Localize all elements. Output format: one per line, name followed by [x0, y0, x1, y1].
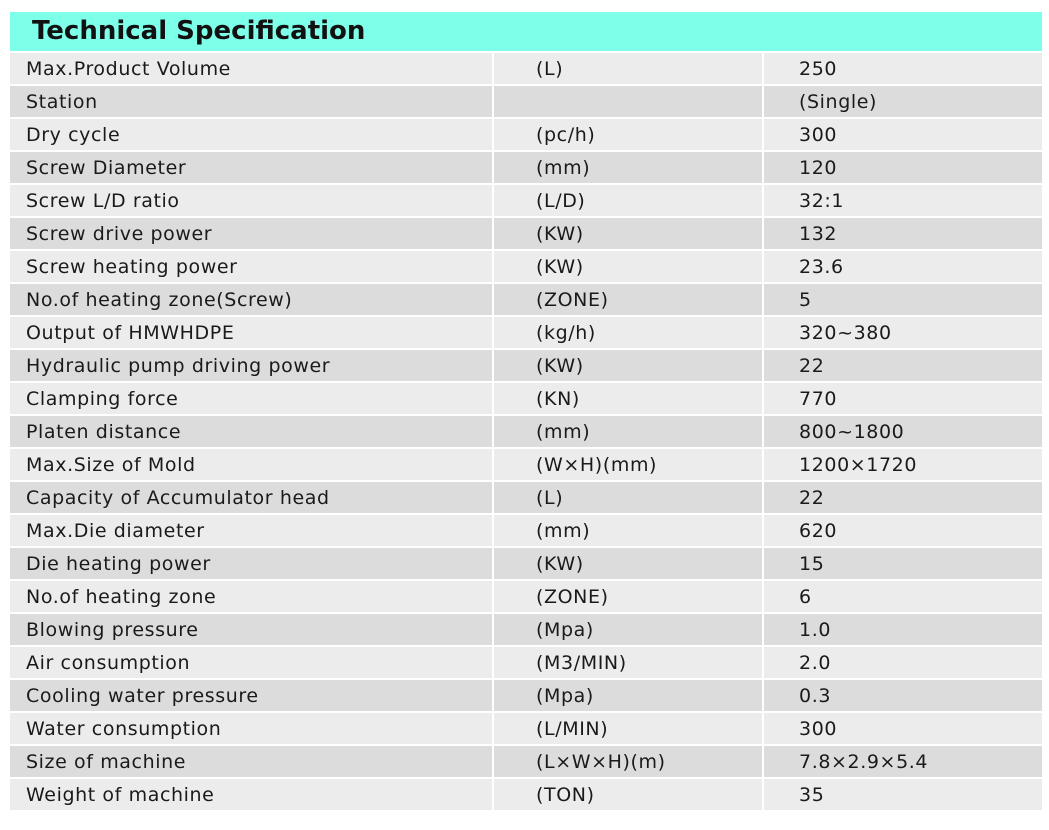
spec-name-cell: Platen distance	[10, 416, 494, 447]
spec-value-cell: 250	[764, 53, 1042, 84]
spec-value-cell: 6	[764, 581, 1042, 612]
spec-unit-cell: (TON)	[494, 779, 764, 810]
table-row	[10, 282, 1042, 315]
table-row	[10, 315, 1042, 348]
spec-unit-cell: (KN)	[494, 383, 764, 414]
spec-value-cell: 770	[764, 383, 1042, 414]
table-row	[10, 84, 1042, 117]
table-row	[10, 480, 1042, 513]
page-title: Technical Specification	[32, 16, 366, 46]
spec-value-cell: 132	[764, 218, 1042, 249]
spec-value-cell: 32:1	[764, 185, 1042, 216]
spec-value-cell: 300	[764, 713, 1042, 744]
table-row	[10, 348, 1042, 381]
table-row	[10, 183, 1042, 216]
spec-unit-cell: (mm)	[494, 515, 764, 546]
spec-name-cell: Weight of machine	[10, 779, 494, 810]
table-row	[10, 513, 1042, 546]
spec-unit-cell: (Mpa)	[494, 680, 764, 711]
spec-unit-cell: (L/MIN)	[494, 713, 764, 744]
spec-unit-cell: (W×H)(mm)	[494, 449, 764, 480]
spec-name-cell: Screw Diameter	[10, 152, 494, 183]
table-row	[10, 645, 1042, 678]
spec-unit-cell: (KW)	[494, 251, 764, 282]
spec-name-cell: Screw drive power	[10, 218, 494, 249]
spec-unit-cell: (ZONE)	[494, 581, 764, 612]
spec-value-cell: 35	[764, 779, 1042, 810]
table-row	[10, 744, 1042, 777]
spec-unit-cell: (pc/h)	[494, 119, 764, 150]
spec-unit-cell: (kg/h)	[494, 317, 764, 348]
spec-header	[10, 12, 1042, 51]
spec-value-cell: 2.0	[764, 647, 1042, 678]
table-row	[10, 414, 1042, 447]
spec-value-cell: 1200×1720	[764, 449, 1042, 480]
spec-name-cell: Clamping force	[10, 383, 494, 414]
spec-name-cell: Output of HMWHDPE	[10, 317, 494, 348]
spec-unit-cell: (KW)	[494, 218, 764, 249]
spec-unit-cell: (KW)	[494, 350, 764, 381]
spec-unit-cell: (mm)	[494, 416, 764, 447]
table-row	[10, 447, 1042, 480]
spec-unit-cell: (L)	[494, 53, 764, 84]
table-row	[10, 53, 1042, 84]
spec-name-cell: Max.Size of Mold	[10, 449, 494, 480]
spec-value-cell: 1.0	[764, 614, 1042, 645]
spec-value-cell: 15	[764, 548, 1042, 579]
spec-name-cell: Max.Product Volume	[10, 53, 494, 84]
spec-table	[10, 53, 1042, 810]
spec-name-cell: Water consumption	[10, 713, 494, 744]
table-row	[10, 678, 1042, 711]
spec-name-cell: Max.Die diameter	[10, 515, 494, 546]
spec-unit-cell: (Mpa)	[494, 614, 764, 645]
table-row	[10, 579, 1042, 612]
spec-name-cell: Capacity of Accumulator head	[10, 482, 494, 513]
table-row	[10, 777, 1042, 810]
spec-value-cell: 23.6	[764, 251, 1042, 282]
spec-name-cell: Blowing pressure	[10, 614, 494, 645]
spec-value-cell: 0.3	[764, 680, 1042, 711]
spec-unit-cell: (mm)	[494, 152, 764, 183]
spec-value-cell: 22	[764, 482, 1042, 513]
table-row	[10, 381, 1042, 414]
spec-name-cell: Die heating power	[10, 548, 494, 579]
spec-value-cell: 320~380	[764, 317, 1042, 348]
spec-value-cell: 22	[764, 350, 1042, 381]
table-row	[10, 216, 1042, 249]
spec-unit-cell: (L/D)	[494, 185, 764, 216]
spec-value-cell: 800~1800	[764, 416, 1042, 447]
spec-name-cell: Size of machine	[10, 746, 494, 777]
spec-name-cell: Cooling water pressure	[10, 680, 494, 711]
spec-value-cell: 5	[764, 284, 1042, 315]
spec-value-cell: (Single)	[764, 86, 1042, 117]
spec-unit-cell: (L)	[494, 482, 764, 513]
table-row	[10, 249, 1042, 282]
spec-value-cell: 620	[764, 515, 1042, 546]
spec-unit-cell: (L×W×H)(m)	[494, 746, 764, 777]
spec-value-cell: 120	[764, 152, 1042, 183]
spec-value-cell: 7.8×2.9×5.4	[764, 746, 1042, 777]
spec-name-cell: Station	[10, 86, 494, 117]
spec-unit-cell: (M3/MIN)	[494, 647, 764, 678]
spec-name-cell: Screw L/D ratio	[10, 185, 494, 216]
spec-name-cell: Hydraulic pump driving power	[10, 350, 494, 381]
table-row	[10, 117, 1042, 150]
spec-unit-cell: (ZONE)	[494, 284, 764, 315]
table-row	[10, 546, 1042, 579]
spec-value-cell: 300	[764, 119, 1042, 150]
spec-unit-cell	[494, 86, 764, 117]
spec-unit-cell: (KW)	[494, 548, 764, 579]
spec-name-cell: No.of heating zone(Screw)	[10, 284, 494, 315]
table-row	[10, 612, 1042, 645]
spec-name-cell: No.of heating zone	[10, 581, 494, 612]
table-row	[10, 150, 1042, 183]
spec-name-cell: Dry cycle	[10, 119, 494, 150]
spec-name-cell: Screw heating power	[10, 251, 494, 282]
spec-name-cell: Air consumption	[10, 647, 494, 678]
table-row	[10, 711, 1042, 744]
